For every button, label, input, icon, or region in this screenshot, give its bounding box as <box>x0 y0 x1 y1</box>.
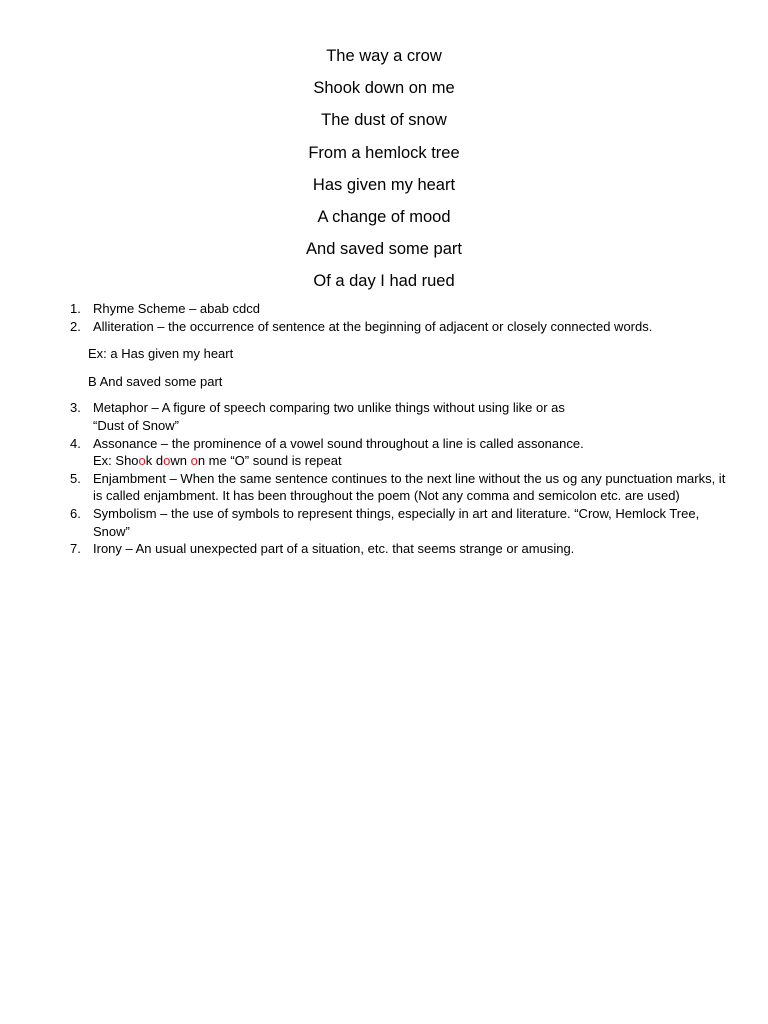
example-line: B And saved some part <box>88 374 223 390</box>
list-number: 2. <box>70 318 81 334</box>
poem-line: Shook down on me <box>313 79 455 98</box>
list-item-text: Assonance – the prominence of a vowel sound throughout a line is called assonance. <box>93 435 584 451</box>
list-item-text: Rhyme Scheme – abab cdcd <box>93 301 260 316</box>
list-item <box>0 435 768 470</box>
list-number: 1. <box>70 301 81 316</box>
list-item-text: Enjambment – When the same sentence continues to the next line without the us og any punctuation marks, it is called enjambment. It has been throughout the poem (Not any comma and semicolon etc. are used) <box>93 470 726 504</box>
example-text: wn <box>170 453 191 469</box>
poem-line: The dust of snow <box>321 111 447 130</box>
poem-line: Has given my heart <box>312 175 456 194</box>
list-item-text: “Dust of Snow” <box>93 417 179 433</box>
poem-line: Of a day I had rued <box>313 272 455 291</box>
assonance-example <box>93 453 342 468</box>
poem-block <box>0 40 768 298</box>
poem-line: And saved some part <box>306 240 462 259</box>
list-item-text: Symbolism – the use of symbols to represent things, especially in art and literature. “Crow, Hemlock Tree, Snow” <box>93 505 700 539</box>
list-item <box>0 505 768 540</box>
example-text: Ex: Sho <box>93 453 139 469</box>
poem-line: A change of mood <box>317 207 451 226</box>
list-item-text: Alliteration – the occurrence of sentence at the beginning of adjacent or closely connected words. <box>93 318 653 334</box>
list-number: 6. <box>70 505 81 521</box>
list-item-text: Metaphor – A figure of speech comparing two unlike things without using like or as <box>93 400 565 416</box>
poem-line: The way a crow <box>326 47 442 65</box>
list-number: 7. <box>70 541 81 557</box>
poem-line: From a hemlock tree <box>308 143 460 162</box>
list-number: 5. <box>70 470 81 486</box>
highlighted-vowel: o <box>163 453 171 469</box>
example-text: n me “O” sound is repeat <box>197 453 342 469</box>
list-item <box>0 470 768 505</box>
list-item <box>0 318 768 336</box>
list-item <box>0 540 768 558</box>
highlighted-vowel: o <box>190 453 198 469</box>
highlighted-vowel: o <box>138 453 146 469</box>
list-number: 4. <box>70 435 81 451</box>
list-number: 3. <box>70 400 81 416</box>
list-item <box>0 300 768 318</box>
literary-devices-list <box>0 300 768 558</box>
example-text: k d <box>145 453 164 469</box>
example-line: Ex: a Has given my heart <box>88 346 234 362</box>
list-item-text: Irony – An usual unexpected part of a situation, etc. that seems strange or amusing. <box>93 541 575 557</box>
list-item <box>0 399 768 434</box>
